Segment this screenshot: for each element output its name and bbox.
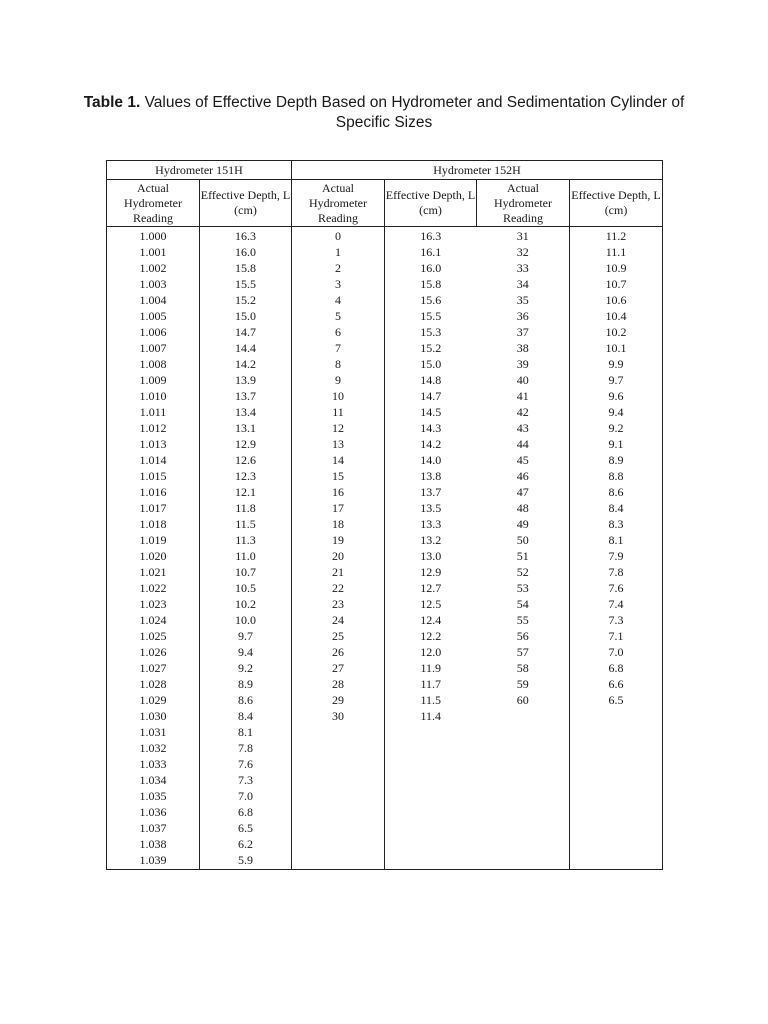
- cell-152h-depth: 16.0: [420, 261, 442, 275]
- cell-151h-depth: 12.9: [200, 436, 292, 452]
- table-row: [107, 660, 663, 676]
- cell-151h-depth: 6.2: [200, 836, 292, 852]
- cell-151h-reading: 1.002: [107, 260, 200, 276]
- column-header-151h-reading: Actual Hydrometer Reading: [107, 180, 200, 227]
- cell-151h-reading: 1.000: [107, 227, 200, 245]
- cell-152h-depth: 13.8: [420, 469, 442, 483]
- cell-152h-reading: 40: [516, 373, 529, 387]
- cell-152h-reading: 43: [516, 421, 529, 435]
- table-row: [107, 756, 663, 772]
- cell-152h-reading: [477, 836, 570, 852]
- cell-151h-reading: 1.031: [107, 724, 200, 740]
- column-header-151h-depth: Effective Depth, L (cm): [200, 180, 292, 227]
- cell-152h-depth: 11.4: [420, 709, 442, 723]
- cell-152h-depth: 9.1: [570, 436, 663, 452]
- cell-151h-depth: 6.8: [200, 804, 292, 820]
- cell-152h-reading: [477, 740, 570, 756]
- cell-151h-reading: 1.015: [107, 468, 200, 484]
- cell-152h-reading: 28: [292, 676, 385, 692]
- cell-151h-depth: 13.1: [200, 420, 292, 436]
- cell-152h-reading: 37: [516, 325, 529, 339]
- table-row: [107, 308, 663, 324]
- cell-152h-reading: [292, 836, 385, 852]
- cell-152h-depth: [570, 820, 663, 836]
- cell-152h-depth: 9.6: [570, 388, 663, 404]
- cell-152h-depth: 11.1: [570, 244, 663, 260]
- cell-152h-reading: 11: [292, 404, 385, 420]
- table-row: [107, 740, 663, 756]
- table-row: [107, 804, 663, 820]
- cell-152h-reading: 16: [292, 484, 385, 500]
- cell-152h-depth: 15.8: [420, 277, 442, 291]
- cell-152h-reading: [292, 788, 385, 804]
- cell-152h-depth: [570, 772, 663, 788]
- cell-151h-reading: 1.009: [107, 372, 200, 388]
- cell-152h-depth: 10.7: [570, 276, 663, 292]
- cell-151h-depth: 11.5: [200, 516, 292, 532]
- cell-152h-reading: 54: [516, 597, 529, 611]
- cell-151h-reading: 1.034: [107, 772, 200, 788]
- cell-151h-depth: 10.7: [200, 564, 292, 580]
- cell-152h-depth: 12.4: [420, 613, 442, 627]
- cell-152h-reading: 39: [516, 357, 529, 371]
- cell-152h-reading: [292, 804, 385, 820]
- cell-152h-depth: 9.7: [570, 372, 663, 388]
- cell-152h-reading: 59: [516, 677, 529, 691]
- cell-152h-depth: 9.9: [570, 356, 663, 372]
- table-row: [107, 852, 663, 870]
- cell-151h-depth: 13.9: [200, 372, 292, 388]
- cell-151h-reading: 1.024: [107, 612, 200, 628]
- cell-152h-reading: [292, 740, 385, 756]
- cell-152h-reading: 53: [516, 581, 529, 595]
- cell-151h-reading: 1.011: [107, 404, 200, 420]
- cell-151h-reading: 1.038: [107, 836, 200, 852]
- cell-151h-depth: 10.0: [200, 612, 292, 628]
- table-row: [107, 227, 663, 245]
- table-row: [107, 372, 663, 388]
- cell-152h-reading: 8: [292, 356, 385, 372]
- cell-152h-depth: 7.8: [570, 564, 663, 580]
- cell-151h-depth: 8.4: [200, 708, 292, 724]
- cell-152h-depth: 12.9: [420, 565, 442, 579]
- cell-152h-reading: 10: [292, 388, 385, 404]
- cell-152h-reading: 25: [292, 628, 385, 644]
- cell-152h-depth: 14.8: [420, 373, 442, 387]
- cell-152h-reading: 50: [516, 533, 529, 547]
- cell-152h-depth: 8.1: [570, 532, 663, 548]
- table-row: [107, 260, 663, 276]
- cell-152h-reading: 57: [516, 645, 529, 659]
- cell-151h-reading: 1.025: [107, 628, 200, 644]
- cell-152h-reading: 13: [292, 436, 385, 452]
- cell-152h-depth: [570, 836, 663, 852]
- cell-152h-depth: 13.2: [420, 533, 442, 547]
- cell-152h-depth: 13.0: [420, 549, 442, 563]
- cell-152h-reading: [477, 772, 570, 788]
- table-caption-label: Table 1.: [83, 94, 141, 111]
- cell-151h-reading: 1.016: [107, 484, 200, 500]
- cell-152h-depth: 6.5: [570, 692, 663, 708]
- cell-152h-reading: 5: [292, 308, 385, 324]
- cell-151h-reading: 1.004: [107, 292, 200, 308]
- cell-152h-reading: 3: [292, 276, 385, 292]
- cell-152h-depth: 13.7: [420, 485, 442, 499]
- column-header-152h-reading-b: Actual Hydrometer Reading: [477, 180, 570, 227]
- table-row: [107, 324, 663, 340]
- group-header-152h: Hydrometer 152H: [292, 161, 663, 180]
- cell-151h-depth: 15.5: [200, 276, 292, 292]
- cell-151h-reading: 1.023: [107, 596, 200, 612]
- cell-152h-reading: 56: [516, 629, 529, 643]
- cell-151h-reading: 1.032: [107, 740, 200, 756]
- effective-depth-table: [106, 160, 663, 870]
- group-header-151h: Hydrometer 151H: [107, 161, 292, 180]
- table-row: [107, 516, 663, 532]
- cell-152h-reading: 30: [292, 708, 385, 724]
- cell-151h-depth: 10.2: [200, 596, 292, 612]
- cell-152h-depth: 14.5: [420, 405, 442, 419]
- cell-151h-reading: 1.036: [107, 804, 200, 820]
- cell-152h-depth: 14.0: [420, 453, 442, 467]
- cell-151h-depth: 15.2: [200, 292, 292, 308]
- cell-151h-reading: 1.018: [107, 516, 200, 532]
- cell-152h-reading: 46: [516, 469, 529, 483]
- cell-152h-reading: 9: [292, 372, 385, 388]
- cell-151h-reading: 1.037: [107, 820, 200, 836]
- cell-152h-reading: 22: [292, 580, 385, 596]
- cell-151h-reading: 1.029: [107, 692, 200, 708]
- cell-151h-reading: 1.017: [107, 500, 200, 516]
- cell-152h-reading: 20: [292, 548, 385, 564]
- cell-151h-reading: 1.013: [107, 436, 200, 452]
- column-header-152h-reading-a: Actual Hydrometer Reading: [292, 180, 385, 227]
- table-row: [107, 292, 663, 308]
- cell-152h-depth: [385, 820, 477, 836]
- cell-151h-reading: 1.030: [107, 708, 200, 724]
- cell-152h-depth: 7.4: [570, 596, 663, 612]
- cell-152h-depth: [385, 836, 477, 852]
- cell-152h-reading: 27: [292, 660, 385, 676]
- table-row: [107, 772, 663, 788]
- table-row: [107, 500, 663, 516]
- cell-152h-reading: 38: [516, 341, 529, 355]
- cell-152h-depth: [570, 788, 663, 804]
- cell-151h-reading: 1.019: [107, 532, 200, 548]
- cell-152h-reading: [292, 852, 385, 870]
- cell-152h-reading: 4: [292, 292, 385, 308]
- cell-152h-depth: 10.6: [570, 292, 663, 308]
- table-row: [107, 628, 663, 644]
- cell-152h-reading: 26: [292, 644, 385, 660]
- table-caption: [80, 93, 688, 133]
- cell-152h-depth: [570, 756, 663, 772]
- table-row: [107, 532, 663, 548]
- cell-151h-reading: 1.008: [107, 356, 200, 372]
- cell-151h-reading: 1.003: [107, 276, 200, 292]
- cell-152h-reading: 41: [516, 389, 529, 403]
- cell-152h-depth: 9.2: [570, 420, 663, 436]
- table-row: [107, 708, 663, 724]
- cell-152h-depth: [385, 788, 477, 804]
- cell-151h-depth: 7.3: [200, 772, 292, 788]
- cell-151h-reading: 1.021: [107, 564, 200, 580]
- table-row: [107, 724, 663, 740]
- table-row: [107, 340, 663, 356]
- cell-152h-depth: 11.9: [420, 661, 442, 675]
- cell-152h-reading: 1: [292, 244, 385, 260]
- cell-151h-depth: 14.2: [200, 356, 292, 372]
- cell-152h-depth: 6.8: [570, 660, 663, 676]
- cell-152h-depth: 11.5: [420, 693, 442, 707]
- cell-151h-reading: 1.012: [107, 420, 200, 436]
- cell-152h-depth: 10.1: [570, 340, 663, 356]
- cell-151h-depth: 12.1: [200, 484, 292, 500]
- cell-151h-depth: 8.1: [200, 724, 292, 740]
- table-row: [107, 580, 663, 596]
- cell-152h-reading: [477, 756, 570, 772]
- cell-152h-depth: 7.6: [570, 580, 663, 596]
- cell-152h-reading: [292, 820, 385, 836]
- table-row: [107, 548, 663, 564]
- cell-151h-depth: 16.0: [200, 244, 292, 260]
- cell-152h-depth: 7.1: [570, 628, 663, 644]
- cell-152h-reading: 24: [292, 612, 385, 628]
- table-row: [107, 404, 663, 420]
- cell-151h-reading: 1.006: [107, 324, 200, 340]
- cell-152h-reading: 14: [292, 452, 385, 468]
- cell-152h-depth: 16.1: [420, 245, 442, 259]
- cell-152h-reading: 42: [516, 405, 529, 419]
- cell-152h-depth: [385, 756, 477, 772]
- cell-152h-reading: [477, 852, 570, 870]
- cell-152h-depth: 12.2: [420, 629, 442, 643]
- cell-152h-depth: [385, 740, 477, 756]
- cell-152h-reading: 6: [292, 324, 385, 340]
- cell-151h-depth: 16.3: [200, 227, 292, 245]
- cell-152h-depth: [385, 804, 477, 820]
- cell-152h-depth: 15.5: [420, 309, 442, 323]
- cell-151h-depth: 14.7: [200, 324, 292, 340]
- cell-152h-reading: [292, 724, 385, 740]
- table-caption-text: Values of Effective Depth Based on Hydrometer and Sedimentation Cylinder of Specific Sizes: [144, 94, 685, 131]
- cell-151h-reading: 1.026: [107, 644, 200, 660]
- table-body: [107, 227, 663, 870]
- cell-151h-depth: 9.7: [200, 628, 292, 644]
- cell-152h-depth: 8.8: [570, 468, 663, 484]
- cell-151h-depth: 12.6: [200, 452, 292, 468]
- cell-151h-reading: 1.028: [107, 676, 200, 692]
- cell-151h-depth: 7.6: [200, 756, 292, 772]
- cell-152h-reading: 0: [292, 227, 385, 245]
- cell-152h-reading: [292, 756, 385, 772]
- cell-152h-depth: 15.6: [420, 293, 442, 307]
- cell-152h-reading: 44: [516, 437, 529, 451]
- cell-151h-depth: 15.8: [200, 260, 292, 276]
- cell-151h-reading: 1.005: [107, 308, 200, 324]
- cell-152h-depth: 15.0: [420, 357, 442, 371]
- table-row: [107, 452, 663, 468]
- cell-152h-depth: 7.3: [570, 612, 663, 628]
- cell-151h-reading: 1.022: [107, 580, 200, 596]
- table-row: [107, 276, 663, 292]
- table-row: [107, 420, 663, 436]
- cell-151h-depth: 13.7: [200, 388, 292, 404]
- cell-152h-reading: 19: [292, 532, 385, 548]
- cell-152h-depth: [385, 852, 477, 870]
- cell-152h-reading: 47: [516, 485, 529, 499]
- cell-152h-reading: [477, 708, 570, 724]
- cell-151h-reading: 1.027: [107, 660, 200, 676]
- cell-151h-depth: 8.9: [200, 676, 292, 692]
- cell-152h-reading: [477, 724, 570, 740]
- cell-152h-depth: 10.2: [570, 324, 663, 340]
- cell-151h-depth: 7.8: [200, 740, 292, 756]
- table-row: [107, 356, 663, 372]
- cell-151h-depth: 9.2: [200, 660, 292, 676]
- cell-152h-depth: 15.3: [420, 325, 442, 339]
- cell-151h-depth: 14.4: [200, 340, 292, 356]
- table-row: [107, 484, 663, 500]
- cell-152h-reading: 12: [292, 420, 385, 436]
- table-row: [107, 436, 663, 452]
- table-row: [107, 612, 663, 628]
- cell-152h-reading: 34: [516, 277, 529, 291]
- cell-152h-depth: 12.7: [420, 581, 442, 595]
- cell-151h-reading: 1.035: [107, 788, 200, 804]
- cell-151h-depth: 7.0: [200, 788, 292, 804]
- cell-152h-reading: 58: [516, 661, 529, 675]
- cell-151h-reading: 1.007: [107, 340, 200, 356]
- cell-152h-reading: 55: [516, 613, 529, 627]
- cell-151h-reading: 1.010: [107, 388, 200, 404]
- cell-152h-depth: 11.2: [570, 227, 663, 245]
- cell-152h-reading: 35: [516, 293, 529, 307]
- table-row: [107, 388, 663, 404]
- cell-152h-depth: 6.6: [570, 676, 663, 692]
- cell-151h-depth: 11.0: [200, 548, 292, 564]
- cell-152h-depth: 8.4: [570, 500, 663, 516]
- cell-152h-reading: [477, 788, 570, 804]
- table-row: [107, 820, 663, 836]
- cell-152h-depth: 13.3: [420, 517, 442, 531]
- cell-152h-reading: [292, 772, 385, 788]
- table-row: [107, 692, 663, 708]
- cell-152h-depth: 10.9: [570, 260, 663, 276]
- cell-152h-depth: 12.0: [420, 645, 442, 659]
- cell-152h-reading: 45: [516, 453, 529, 467]
- cell-152h-depth: [570, 724, 663, 740]
- cell-152h-reading: 17: [292, 500, 385, 516]
- cell-152h-depth: [570, 708, 663, 724]
- cell-152h-depth: 8.6: [570, 484, 663, 500]
- cell-152h-depth: 14.7: [420, 389, 442, 403]
- cell-152h-depth: 11.7: [420, 677, 442, 691]
- cell-152h-depth: [570, 740, 663, 756]
- table-row: [107, 836, 663, 852]
- cell-152h-reading: 36: [516, 309, 529, 323]
- cell-152h-depth: 13.5: [420, 501, 442, 515]
- cell-152h-depth: 8.3: [570, 516, 663, 532]
- table-row: [107, 788, 663, 804]
- cell-152h-reading: 51: [516, 549, 529, 563]
- cell-152h-reading: 15: [292, 468, 385, 484]
- cell-152h-reading: [477, 820, 570, 836]
- cell-152h-depth: 7.0: [570, 644, 663, 660]
- cell-152h-reading: 48: [516, 501, 529, 515]
- table-row: [107, 244, 663, 260]
- cell-152h-reading: 32: [516, 245, 529, 259]
- cell-152h-depth: 8.9: [570, 452, 663, 468]
- cell-152h-depth: 12.5: [420, 597, 442, 611]
- table-row: [107, 644, 663, 660]
- cell-152h-depth: 15.2: [420, 341, 442, 355]
- cell-152h-reading: 49: [516, 517, 529, 531]
- cell-152h-reading: 60: [516, 693, 529, 707]
- cell-151h-depth: 6.5: [200, 820, 292, 836]
- cell-151h-reading: 1.033: [107, 756, 200, 772]
- cell-152h-depth: 14.2: [420, 437, 442, 451]
- cell-151h-depth: 8.6: [200, 692, 292, 708]
- cell-152h-depth: [570, 804, 663, 820]
- cell-152h-depth: 10.4: [570, 308, 663, 324]
- cell-152h-reading: 23: [292, 596, 385, 612]
- cell-152h-depth: 9.4: [570, 404, 663, 420]
- cell-152h-reading: 31: [516, 229, 529, 243]
- column-header-152h-depth-b: Effective Depth, L (cm): [570, 180, 663, 227]
- cell-151h-depth: 5.9: [200, 852, 292, 870]
- table-row: [107, 564, 663, 580]
- cell-151h-depth: 10.5: [200, 580, 292, 596]
- cell-152h-depth: [385, 724, 477, 740]
- cell-151h-depth: 15.0: [200, 308, 292, 324]
- cell-152h-reading: 21: [292, 564, 385, 580]
- cell-151h-depth: 13.4: [200, 404, 292, 420]
- cell-152h-depth: 14.3: [420, 421, 442, 435]
- table-row: [107, 676, 663, 692]
- cell-151h-reading: 1.014: [107, 452, 200, 468]
- cell-151h-reading: 1.001: [107, 244, 200, 260]
- cell-151h-reading: 1.039: [107, 852, 200, 870]
- cell-151h-reading: 1.020: [107, 548, 200, 564]
- cell-152h-reading: 7: [292, 340, 385, 356]
- cell-152h-reading: 29: [292, 692, 385, 708]
- cell-152h-reading: 52: [516, 565, 529, 579]
- cell-152h-reading: 2: [292, 260, 385, 276]
- cell-152h-reading: [477, 804, 570, 820]
- cell-152h-depth: [570, 852, 663, 870]
- table-row: [107, 596, 663, 612]
- table-row: [107, 468, 663, 484]
- cell-151h-depth: 11.8: [200, 500, 292, 516]
- cell-152h-depth: 16.3: [420, 229, 442, 243]
- cell-152h-depth: [385, 772, 477, 788]
- cell-151h-depth: 12.3: [200, 468, 292, 484]
- cell-152h-reading: 18: [292, 516, 385, 532]
- cell-152h-reading: 33: [516, 261, 529, 275]
- cell-151h-depth: 9.4: [200, 644, 292, 660]
- column-header-152h-depth-a: Effective Depth, L (cm): [385, 180, 477, 227]
- cell-151h-depth: 11.3: [200, 532, 292, 548]
- cell-152h-depth: 7.9: [570, 548, 663, 564]
